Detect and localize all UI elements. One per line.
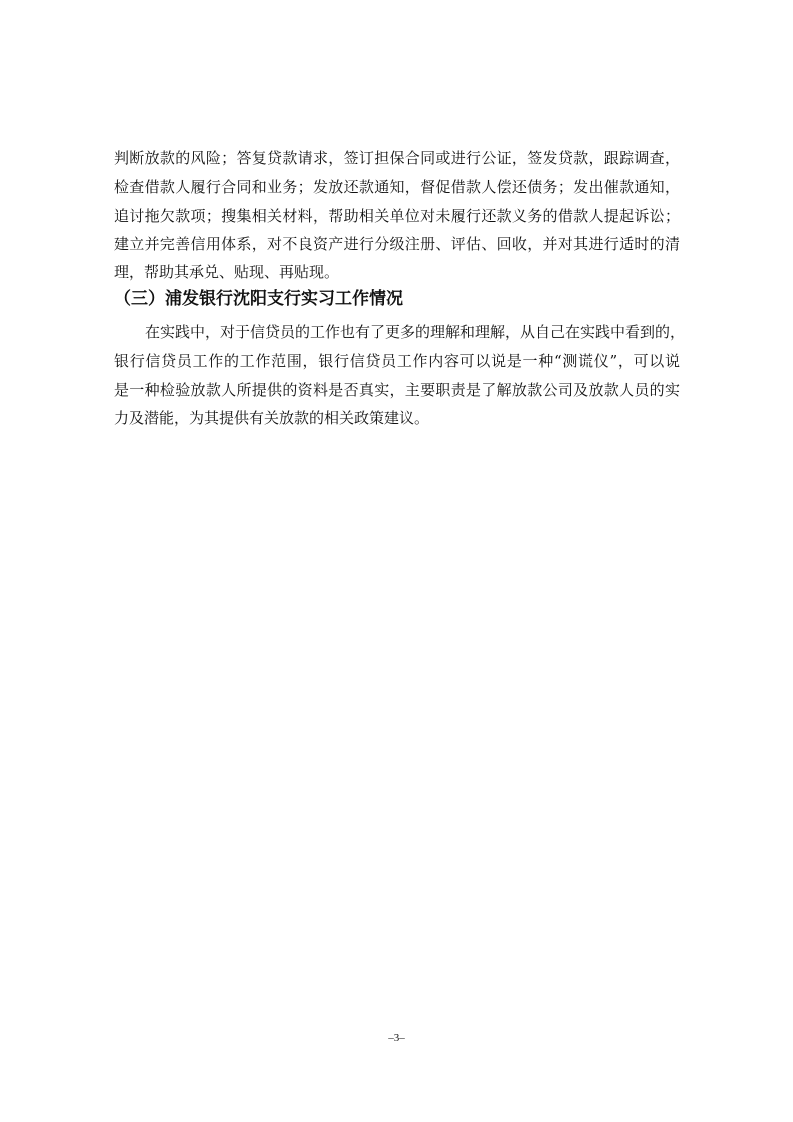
page-number: –3– xyxy=(388,1032,405,1044)
paragraph-line: 力及潜能，为其提供有关放款的相关政策建议。 xyxy=(114,409,430,427)
paragraph-line: 建立并完善信用体系，对不良资产进行分级注册、评估、回收，并对其进行适时的清 xyxy=(114,235,680,253)
paragraph-line: 在实践中，对于信贷员的工作也有了更多的理解和理解，从自己在实践中看到的， xyxy=(145,323,686,341)
paragraph-line: 判断放款的风险；答复贷款请求，签订担保合同或进行公证，签发贷款，跟踪调查， xyxy=(114,149,680,167)
paragraph-line: 检查借款人履行合同和业务；发放还款通知，督促借款人偿还债务；发出催款通知， xyxy=(114,178,680,196)
section-heading: （三）浦发银行沈阳支行实习工作情况 xyxy=(114,289,403,309)
paragraph-line: 银行信贷员工作的工作范围，银行信贷员工作内容可以说是一种“测谎仪”，可以说 xyxy=(114,352,680,370)
paragraph-line: 追讨拖欠款项；搜集相关材料，帮助相关单位对未履行还款义务的借款人提起诉讼； xyxy=(114,207,680,225)
paragraph-line: 理，帮助其承兑、贴现、再贴现。 xyxy=(114,263,340,281)
paragraph-line: 是一种检验放款人所提供的资料是否真实，主要职责是了解放款公司及放款人员的实 xyxy=(114,381,680,399)
